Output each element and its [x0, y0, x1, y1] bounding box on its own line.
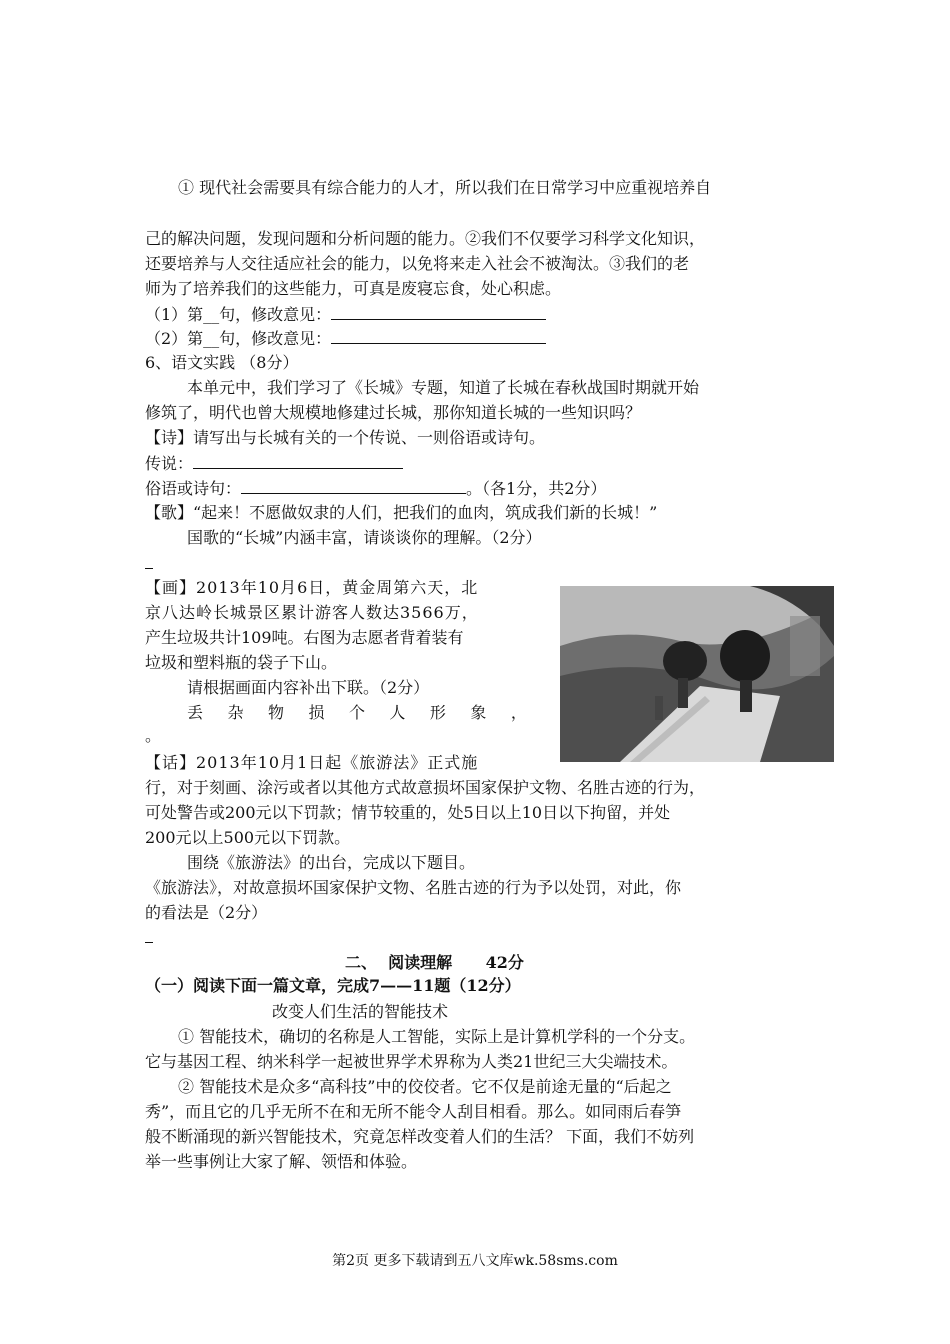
song-quote: 【歌】“起来！不愿做奴隶的人们，把我们的血肉，筑成我们新的长城！”: [145, 503, 658, 522]
talk-question: 围绕《旅游法》的出台，完成以下题目。: [187, 853, 476, 872]
couplet-char: 损: [308, 703, 325, 722]
para-line-4: 师为了培养我们的这些能力，可真是废寝忘食，处心积虑。: [145, 279, 562, 298]
article-title: 改变人们生活的智能技术: [272, 1002, 449, 1021]
legend-row: [145, 452, 403, 475]
article-para-2-line-3: 般不断涌现的新兴智能技术，究竟怎样改变着人们的生活？ 下面，我们不妨列: [145, 1127, 695, 1146]
saying-blank[interactable]: [241, 477, 466, 494]
para-line-3: 还要培养与人交往适应社会的能力，以免将来走入社会不被淘汰。③我们的老: [145, 254, 690, 273]
couplet-char: 个: [348, 703, 365, 722]
section-6-title: 6、语文实践 （8分）: [145, 353, 299, 372]
answer-blank-2[interactable]: [331, 327, 546, 344]
question-1-label: （1）第__句，修改意见：: [145, 305, 332, 324]
section-2-heading: 二、 阅读理解 42分: [345, 953, 524, 972]
couplet-char: 形: [429, 703, 446, 722]
article-para-2-line-4: 举一些事例让大家了解、领悟和体验。: [145, 1152, 418, 1171]
picture-text-2: 京八达岭长城景区累计游客人数达3566万，: [145, 603, 479, 622]
para-line-2: 己的解决问题，发现问题和分析问题的能力。②我们不仅要学习科学文化知识，: [145, 229, 706, 248]
picture-text-4: 垃圾和塑料瓶的袋子下山。: [145, 653, 338, 672]
couplet-char: 丢: [187, 703, 204, 722]
picture-text-1: 【画】2013年10月6日，黄金周第六天，北: [145, 578, 479, 597]
question-1: [145, 303, 546, 326]
page-footer: 第2页 更多下载请到五八文库wk.58sms.com: [332, 1253, 618, 1269]
answer-line-song[interactable]: [145, 568, 153, 569]
picture-question: 请根据画面内容补出下联。（2分）: [187, 678, 430, 697]
answer-line-law[interactable]: [145, 942, 153, 943]
poem-prompt: 【诗】请写出与长城有关的一个传说、一则俗语或诗句。: [145, 428, 546, 447]
saying-score: 。（各1分，共2分）: [466, 479, 607, 498]
saying-label: 俗语或诗句：: [145, 479, 242, 498]
couplet-char: 物: [267, 703, 284, 722]
talk-text-1: 【话】2013年10月1日起《旅游法》正式施: [145, 753, 479, 772]
article-para-2-line-2: 秀”，而且它的几乎无所不在和无所不能令人刮目相看。那么。如同雨后春笋: [145, 1102, 682, 1121]
article-para-2-line-1: ② 智能技术是众多“高科技”中的佼佼者。它不仅是前途无量的“后起之: [178, 1077, 672, 1096]
law-question-2: 的看法是（2分）: [145, 903, 268, 922]
reading-subsection-title: （一）阅读下面一篇文章，完成7——11题（12分）: [145, 976, 521, 995]
section-6-intro-1: 本单元中，我们学习了《长城》专题，知道了长城在春秋战国时期就开始: [187, 378, 700, 397]
question-2-label: （2）第__句，修改意见：: [145, 329, 332, 348]
para-sentence-1: ① 现代社会需要具有综合能力的人才，所以我们在日常学习中应重视培养自: [178, 178, 712, 197]
answer-blank-1[interactable]: [331, 303, 546, 320]
song-question: 国歌的“长城”内涵丰富，请谈谈你的理解。（2分）: [187, 528, 542, 547]
couplet-end: 。: [145, 726, 162, 745]
saying-row: [145, 477, 606, 500]
article-para-1-line-2: 它与基因工程、纳米科学一起被世界学术界称为人类21世纪三大尖端技术。: [145, 1052, 678, 1071]
couplet-char: ，: [510, 703, 527, 722]
couplet-line: [187, 702, 527, 724]
picture-text-3: 产生垃圾共计109吨。右图为志愿者背着装有: [145, 628, 464, 647]
couplet-char: 人: [389, 703, 406, 722]
legend-blank[interactable]: [193, 452, 403, 469]
great-wall-volunteers-image: [560, 586, 834, 762]
law-question-1: 《旅游法》，对故意损坏国家保护文物、名胜古迹的行为予以处罚，对此，你: [145, 878, 682, 897]
couplet-char: 象: [470, 703, 487, 722]
question-2: [145, 327, 546, 350]
legend-label: 传说：: [145, 454, 194, 473]
talk-text-3: 可处警告或200元以下罚款；情节较重的，处5日以上10日以下拘留，并处: [145, 803, 671, 822]
article-para-1-line-1: ① 智能技术，确切的名称是人工智能，实际上是计算机学科的一个分支。: [178, 1027, 696, 1046]
volunteer-photo: [560, 586, 834, 762]
section-6-intro-2: 修筑了，明代也曾大规模地修建过长城，那你知道长城的一些知识吗？: [145, 403, 642, 422]
talk-text-4: 200元以上500元以下罚款。: [145, 828, 351, 847]
talk-text-2: 行，对于刻画、涂污或者以其他方式故意损坏国家保护文物、名胜古迹的行为，: [145, 778, 706, 797]
couplet-char: 杂: [227, 703, 244, 722]
